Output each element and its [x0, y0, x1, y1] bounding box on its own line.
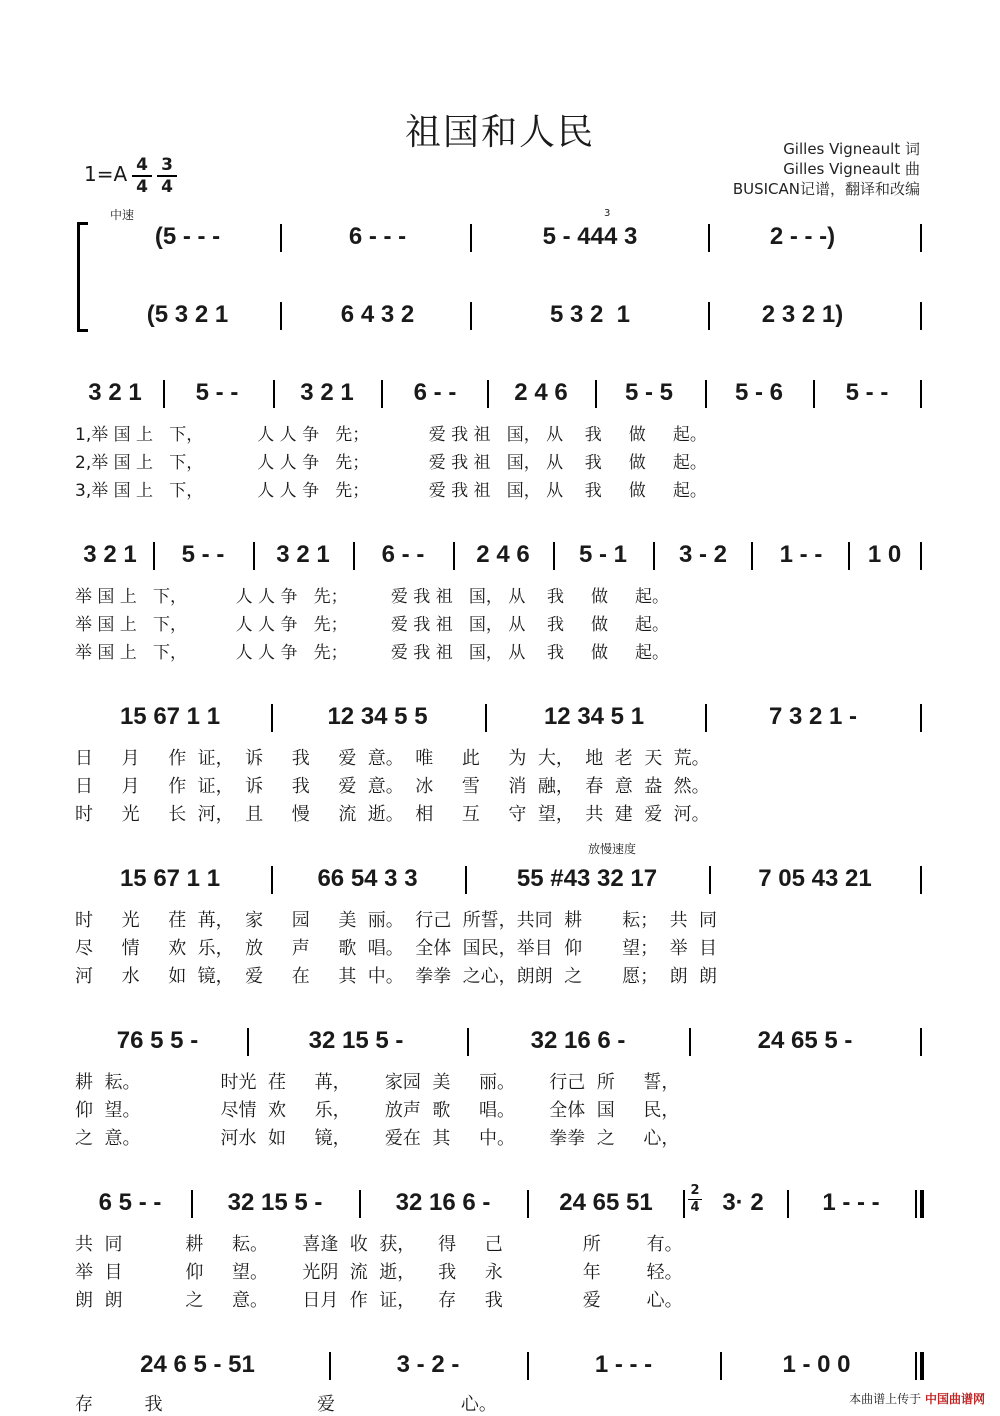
bar-line: [470, 224, 472, 252]
note-group: 2 - - -): [769, 223, 836, 250]
note-group: 3· 2: [722, 1189, 764, 1216]
measure: [257, 540, 349, 570]
measure: [333, 1350, 523, 1380]
time-change-2-4: 2 4: [688, 1184, 702, 1215]
bar-line: [527, 1352, 529, 1380]
bar-line: [470, 302, 472, 330]
lyric-line: 尽 情 欢 乐， 放 声 歌 唱。 全体 国民，举目 仰 望； 举 目: [75, 938, 718, 959]
bar-line: [485, 704, 487, 732]
measure: [75, 702, 265, 732]
note-group: 5 - -: [845, 379, 889, 406]
note-group: (5 3 2 1: [146, 301, 229, 328]
bar-line: [708, 224, 710, 252]
bar-line: [353, 542, 355, 570]
tempo-mark-intro: 中速: [110, 208, 135, 222]
bar-line: [359, 1190, 361, 1218]
bar-line: [163, 380, 165, 408]
bar-line: [273, 380, 275, 408]
measure: [755, 540, 847, 570]
measure: [95, 222, 280, 252]
note-group: 5 - 1: [578, 541, 628, 568]
bar-line: [689, 1028, 691, 1056]
note-group: 24 65 51: [559, 1189, 653, 1216]
measure: [195, 1188, 355, 1218]
measure: [385, 378, 485, 408]
bar-line: [595, 380, 597, 408]
bar-line: [453, 542, 455, 570]
lyric-line: 共 同 耕 耘。 喜逢 收 获， 得 己 所 有。: [75, 1234, 683, 1255]
measure: [75, 378, 155, 408]
intro-upper-staff: [75, 222, 925, 252]
bar-line: [487, 380, 489, 408]
time-signature-1: 4 4: [132, 156, 152, 196]
bar-line: [920, 866, 922, 894]
note-group: 24 6 5 - 51: [140, 1351, 255, 1378]
bar-line: [271, 704, 273, 732]
lyric-line: 时 光 荏 苒， 家 园 美 丽。 行己 所誓，共同 耕 耘； 共 同: [75, 910, 718, 931]
repeat-bar-thick: [920, 1190, 924, 1218]
note-group: 7 05 43 21: [758, 865, 872, 892]
note-group: 1 - - -: [594, 1351, 653, 1378]
lyric-line: 举 国 上 下， 人 人 争 先； 爱 我 祖 国， 从 我 做 起。: [75, 643, 669, 663]
bar-line: [271, 866, 273, 894]
bar-line: [253, 542, 255, 570]
bar-line: [381, 380, 383, 408]
lyric-line: 朗 朗 之 意。 日月 作 证， 存 我 爱 心。: [75, 1290, 683, 1311]
note-group: 7 3 2 1 -: [768, 703, 858, 730]
bar-line: [527, 1190, 529, 1218]
measure: [275, 864, 460, 894]
measure: [285, 222, 470, 252]
bar-line: [708, 302, 710, 330]
note-group: 32 15 5 -: [308, 1027, 404, 1054]
measure: [357, 540, 449, 570]
final-bar-thick: [920, 1352, 924, 1380]
bar-line: [467, 1028, 469, 1056]
bar-line: [191, 1190, 193, 1218]
note-group: 66 54 3 3: [317, 865, 418, 892]
lyric-line: 3,举 国 上 下， 人 人 争 先； 爱 我 祖 国， 从 我 做 起。: [75, 481, 707, 501]
measure: [167, 378, 267, 408]
measure: [251, 1026, 461, 1056]
measure: [817, 378, 917, 408]
measure: [75, 1350, 320, 1380]
note-group: 32 16 6 -: [395, 1189, 491, 1216]
measure: [157, 540, 249, 570]
note-group: 1 - -: [779, 541, 823, 568]
measure: [715, 300, 890, 330]
measure: [693, 1026, 917, 1056]
measure: [457, 540, 549, 570]
bar-line: [465, 866, 467, 894]
bar-line: [813, 380, 815, 408]
note-group: 24 65 5 -: [757, 1027, 853, 1054]
note-group: 32 15 5 -: [227, 1189, 323, 1216]
tempo-mark-slow: 放慢速度: [588, 842, 637, 856]
lyric-line: 时 光 长 河， 且 慢 流 逝。 相 互 守 望， 共 建 爱 河。: [75, 804, 710, 825]
measure: [363, 1188, 523, 1218]
bar-line: [787, 1190, 789, 1218]
lyric-line: 举 国 上 下， 人 人 争 先； 爱 我 祖 国， 从 我 做 起。: [75, 615, 669, 635]
lyric-line: 耕 耘。 时光 荏 苒， 家园 美 丽。 行己 所 誓，: [75, 1072, 680, 1093]
note-group: 3 - 2 -: [396, 1351, 460, 1378]
measure: [709, 702, 917, 732]
measure: [599, 378, 699, 408]
measure: [791, 1188, 911, 1218]
note-group: 76 5 5 -: [116, 1027, 199, 1054]
bar-line: [153, 542, 155, 570]
measure: [95, 300, 280, 330]
bar-line: [848, 542, 850, 570]
note-group: (5 - - -: [154, 223, 221, 250]
note-group: 3 2 1: [88, 379, 142, 406]
measure: [471, 1026, 685, 1056]
final-bar-thin: [915, 1352, 917, 1380]
lyric-line: 举 目 仰 望。 光阴 流 逝， 我 永 年 轻。: [75, 1262, 683, 1283]
measure: [709, 378, 809, 408]
measure: [531, 1350, 716, 1380]
bar-line: [683, 1190, 685, 1218]
note-group: 3 2 1: [276, 541, 330, 568]
measure: [491, 378, 591, 408]
note-group: 6 5 - -: [98, 1189, 162, 1216]
chorus-staff-4: [75, 1183, 925, 1218]
note-group: 1 0: [867, 541, 902, 568]
bar-line: [920, 542, 922, 570]
measure: [489, 702, 699, 732]
measure: [557, 540, 649, 570]
measure: [475, 222, 705, 252]
measure: [715, 222, 890, 252]
measure: [469, 864, 705, 894]
time-signature-2: 3 4: [157, 156, 177, 196]
measure: [75, 864, 265, 894]
lyric-line: 日 月 作 证， 诉 我 爱 意。 唯 此 为 大， 地 老 天 荒。: [75, 748, 710, 769]
bar-line: [920, 224, 922, 252]
note-group: 1 - 0 0: [782, 1351, 851, 1378]
note-group: 1 - - -: [822, 1189, 880, 1216]
site-logo[interactable]: 中国曲谱网: [924, 1392, 985, 1406]
triplet-mark: 3: [604, 208, 611, 219]
footer-text: 本曲谱上传于: [849, 1392, 922, 1406]
lyric-line: 2,举 国 上 下， 人 人 争 先； 爱 我 祖 国， 从 我 做 起。: [75, 453, 707, 473]
measure: [75, 540, 145, 570]
note-group: 15 67 1 1: [119, 703, 221, 730]
measure: [852, 540, 917, 570]
bar-line: [247, 1028, 249, 1056]
bar-line: [709, 866, 711, 894]
measure: [75, 1188, 185, 1218]
note-group: 3 2 1: [300, 379, 354, 406]
note-group: 15 67 1 1: [119, 865, 221, 892]
note-group: 5 - -: [181, 541, 225, 568]
verse-staff-2: [75, 540, 925, 570]
measure: [724, 1350, 909, 1380]
repeat-bar-thin: [915, 1190, 917, 1218]
bar-line: [920, 302, 922, 330]
measure: [475, 300, 705, 330]
note-group: 5 - 6: [734, 379, 784, 406]
arranger-credit: BUSICAN记谱，翻译和改编: [732, 180, 920, 198]
measure: [705, 1188, 781, 1218]
note-group: 12 34 5 1: [543, 703, 645, 730]
bar-line: [705, 380, 707, 408]
lyric-line: 河 水 如 镜， 爱 在 其 中。 拳拳 之心，朗朗 之 愿； 朗 朗: [75, 966, 718, 987]
note-group: 12 34 5 5: [327, 703, 428, 730]
note-group: 2 4 6: [476, 541, 530, 568]
note-group: 5 - 5: [624, 379, 674, 406]
note-group: 55 #43 32 17: [516, 865, 658, 892]
measure: [285, 300, 470, 330]
bar-line: [280, 224, 282, 252]
lyricist-credit: Gilles Vigneault 词: [783, 140, 920, 158]
bar-line: [553, 542, 555, 570]
chorus-staff-1: [75, 702, 925, 732]
lyric-line: 存 我 爱 心。: [75, 1394, 497, 1415]
key-signature: 1=A: [84, 162, 128, 186]
measure: [657, 540, 749, 570]
measure: [713, 864, 917, 894]
note-group: 5 - 444 3: [542, 223, 638, 250]
lyric-line: 1,举 国 上 下， 人 人 争 先； 爱 我 祖 国， 从 我 做 起。: [75, 425, 707, 445]
lyric-line: 仰 望。 尽情 欢 乐， 放声 歌 唱。 全体 国 民，: [75, 1100, 680, 1121]
coda-staff: [75, 1350, 925, 1380]
bar-line: [329, 1352, 331, 1380]
lyric-line: 举 国 上 下， 人 人 争 先； 爱 我 祖 国， 从 我 做 起。: [75, 587, 669, 607]
note-group: 6 - - -: [348, 223, 407, 250]
bar-line: [705, 704, 707, 732]
note-group: 5 - -: [195, 379, 239, 406]
bar-line: [720, 1352, 722, 1380]
bar-line: [653, 542, 655, 570]
note-group: 5 3 2 1: [549, 301, 631, 328]
chorus-staff-3: [75, 1026, 925, 1056]
page-title: 祖国和人民: [404, 112, 595, 153]
measure: [75, 1026, 240, 1056]
bar-line: [920, 1028, 922, 1056]
bar-line: [280, 302, 282, 330]
note-group: 6 - -: [381, 541, 425, 568]
footer-upload-note: [849, 1390, 985, 1407]
note-group: 6 4 3 2: [340, 301, 415, 328]
note-group: 2 4 6: [514, 379, 568, 406]
measure: [277, 378, 377, 408]
note-group: 6 - -: [413, 379, 457, 406]
note-group: 32 16 6 -: [530, 1027, 626, 1054]
measure: [275, 702, 480, 732]
intro-lower-staff: [75, 300, 925, 330]
bar-line: [920, 380, 922, 408]
composer-credit: Gilles Vigneault 曲: [783, 160, 920, 178]
bar-line: [751, 542, 753, 570]
note-group: 3 - 2: [678, 541, 728, 568]
note-group: 2 3 2 1): [761, 301, 844, 328]
lyric-line: 之 意。 河水 如 镜， 爱在 其 中。 拳拳 之 心，: [75, 1128, 680, 1149]
note-group: 3 2 1: [83, 541, 137, 568]
bar-line: [920, 704, 922, 732]
measure: [531, 1188, 681, 1218]
chorus-staff-2: [75, 864, 925, 894]
lyric-line: 日 月 作 证， 诉 我 爱 意。 冰 雪 消 融， 春 意 盎 然。: [75, 776, 710, 797]
verse-staff-1: [75, 378, 925, 408]
